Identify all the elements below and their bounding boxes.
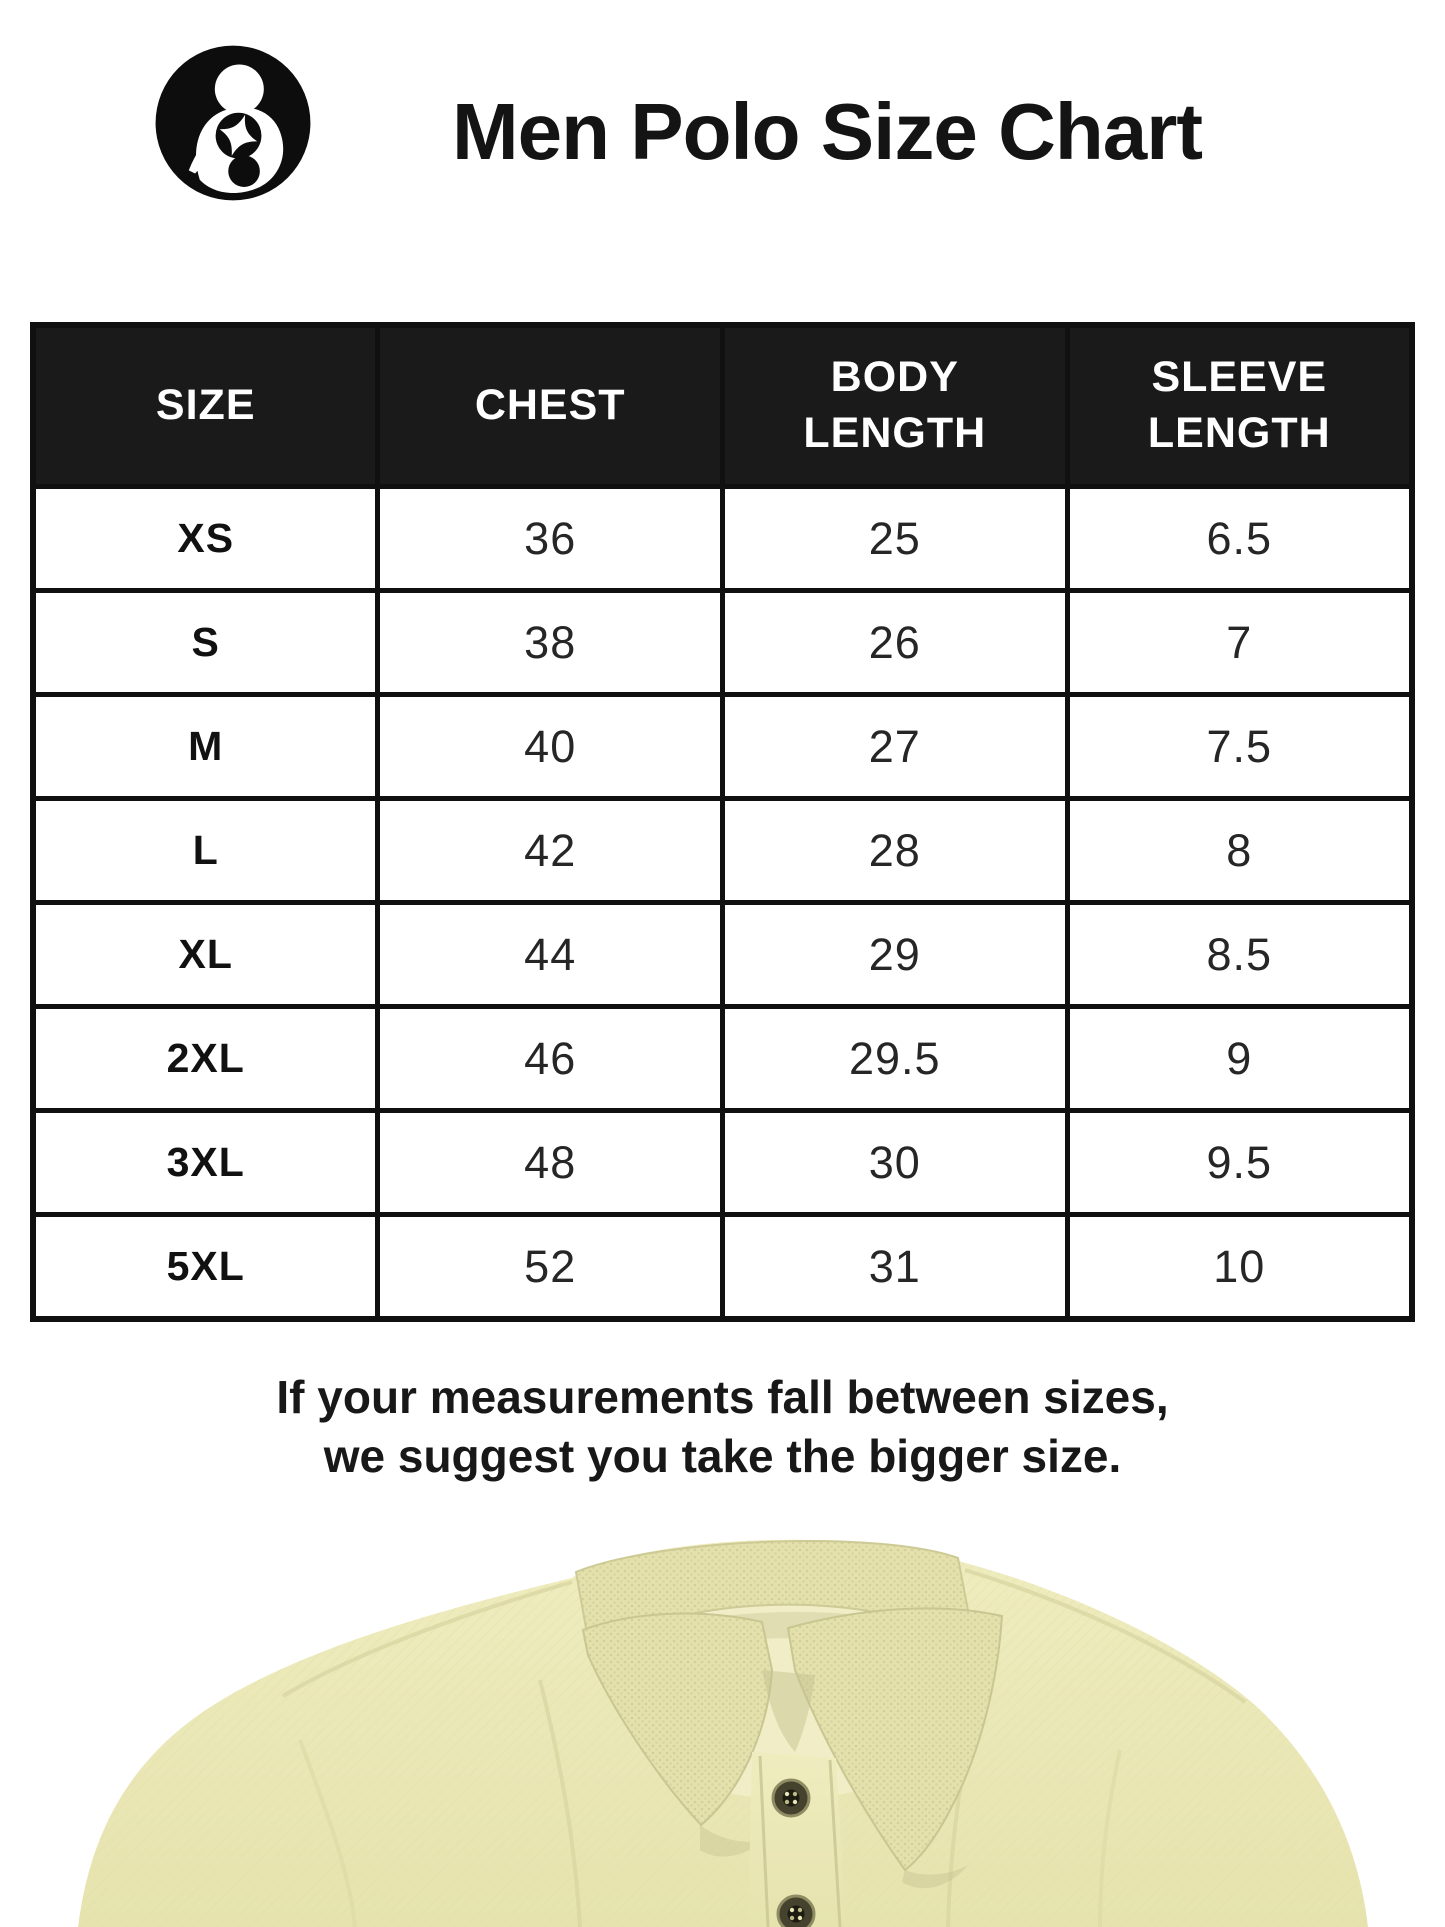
- body-length-value: 30: [722, 1111, 1067, 1215]
- table-row: [33, 1111, 1412, 1215]
- table-row: [33, 1215, 1412, 1320]
- chest-value: 44: [378, 903, 723, 1007]
- size-label: 3XL: [33, 1111, 378, 1215]
- size-label: 2XL: [33, 1007, 378, 1111]
- sleeve-length-value: 9: [1067, 1007, 1412, 1111]
- body-length-value: 25: [722, 487, 1067, 591]
- size-label: XS: [33, 487, 378, 591]
- sizing-note-line1: If your measurements fall between sizes,: [276, 1371, 1169, 1423]
- chest-value: 46: [378, 1007, 723, 1111]
- body-length-value: 31: [722, 1215, 1067, 1320]
- shirt-button: [778, 1896, 814, 1927]
- sleeve-length-value: 9.5: [1067, 1111, 1412, 1215]
- body-length-value: 27: [722, 695, 1067, 799]
- chest-value: 36: [378, 487, 723, 591]
- size-label: 5XL: [33, 1215, 378, 1320]
- column-header-sleeve-length: SLEEVE LENGTH: [1067, 325, 1412, 487]
- table-row: [33, 591, 1412, 695]
- sizing-note-line2: we suggest you take the bigger size.: [323, 1429, 1122, 1482]
- sleeve-length-value: 8.5: [1067, 903, 1412, 1007]
- column-header-body-length: BODY LENGTH: [722, 325, 1067, 487]
- size-label: XL: [33, 903, 378, 1007]
- sleeve-length-value: 7: [1067, 591, 1412, 695]
- chest-value: 40: [378, 695, 723, 799]
- table-row: [33, 799, 1412, 903]
- chest-value: 48: [378, 1111, 723, 1215]
- body-length-value: 29: [722, 903, 1067, 1007]
- table-row: [33, 695, 1412, 799]
- polo-shirt-photo: [0, 1520, 1445, 1927]
- brand-logo-icon: [154, 44, 312, 202]
- chest-value: 42: [378, 799, 723, 903]
- sleeve-length-value: 10: [1067, 1215, 1412, 1320]
- size-label: M: [33, 695, 378, 799]
- shirt-button: [773, 1780, 809, 1816]
- body-length-value: 28: [722, 799, 1067, 903]
- size-label: S: [33, 591, 378, 695]
- column-header-chest: CHEST: [378, 325, 723, 487]
- page-title: Men Polo Size Chart: [452, 87, 1202, 176]
- sizing-note: [0, 1368, 1445, 1486]
- chest-value: 52: [378, 1215, 723, 1320]
- table-row: [33, 1007, 1412, 1111]
- table-row: [33, 903, 1412, 1007]
- table-row: [33, 487, 1412, 591]
- body-length-value: 26: [722, 591, 1067, 695]
- sleeve-length-value: 8: [1067, 799, 1412, 903]
- size-chart-table: [30, 322, 1415, 1322]
- column-header-size: SIZE: [33, 325, 378, 487]
- sleeve-length-value: 6.5: [1067, 487, 1412, 591]
- chest-value: 38: [378, 591, 723, 695]
- sleeve-length-value: 7.5: [1067, 695, 1412, 799]
- table-header-row: [33, 325, 1412, 487]
- body-length-value: 29.5: [722, 1007, 1067, 1111]
- size-label: L: [33, 799, 378, 903]
